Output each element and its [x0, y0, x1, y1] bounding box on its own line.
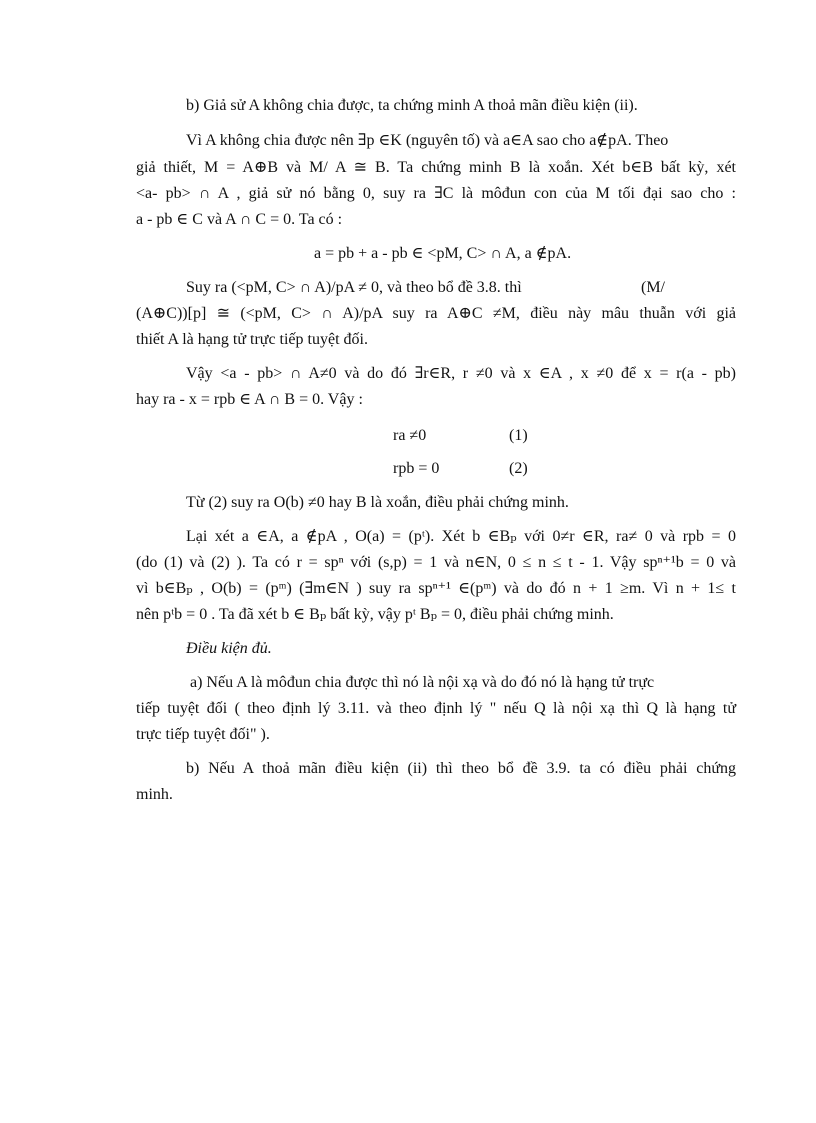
paragraph-line: Từ (2) suy ra O(b) ≠0 hay B là xoắn, điều phải chứng minh.	[186, 494, 569, 511]
paragraph-line: a) Nếu A là môđun chia được thì nó là nội xạ và do đó nó là hạng tử trực	[190, 674, 655, 691]
paragraph-line: Suy ra (<pM, C> ∩ A)/pA ≠ 0, và theo bổ đề 3.8. thì	[186, 279, 522, 296]
paragraph-line: b) Nếu A thoả mãn điều kiện (ii) thì theo bổ đề 3.9. ta có điều phải chứng	[186, 760, 736, 777]
equation-a: a = pb + a - pb ∈ <pM, C> ∩ A, a ∉pA.	[314, 245, 572, 262]
paragraph-fragment: (M/	[641, 279, 665, 296]
paragraph-line: Vì A không chia được nên ∃p ∈K (nguyên tố) và a∈A sao cho a∉pA. Theo	[186, 132, 669, 149]
paragraph-line: vì b∈Bₚ , O(b) = (pᵐ) (∃m∈N ) suy ra spⁿ⁺¹ ∈(pᵐ) và do đó n + 1 ≥m. Vì n + 1≤ t	[136, 580, 736, 597]
paragraph-line: nên pᵗb = 0 . Ta đã xét b ∈ Bₚ bất kỳ, vậy pᵗ Bₚ = 0, điều phải chứng minh.	[136, 606, 614, 623]
paragraph-line: tiếp tuyệt đối ( theo định lý 3.11. và theo định lý " nếu Q là nội xạ thì Q là hạng tử	[136, 700, 736, 717]
equation-2: rpb = 0	[393, 460, 440, 477]
paragraph-line: (do (1) và (2) ). Ta có r = spⁿ với (s,p) = 1 và n∈N, 0 ≤ n ≤ t - 1. Vậy spⁿ⁺¹b = 0 và	[136, 554, 736, 571]
equation-1: ra ≠0	[393, 427, 427, 444]
equation-1-number: (1)	[509, 427, 528, 444]
paragraph-line: <a- pb> ∩ A , giả sử nó bằng 0, suy ra ∃C là môđun con của M tối đại sao cho :	[136, 185, 736, 202]
section-heading: Điều kiện đủ.	[186, 640, 272, 657]
paragraph-line: Lại xét a ∈A, a ∉pA , O(a) = (pᵗ). Xét b ∈Bₚ với 0≠r ∈R, ra≠ 0 và rpb = 0	[186, 528, 736, 545]
paragraph-line: (A⊕C))[p] ≅ (<pM, C> ∩ A)/pA suy ra A⊕C ≠M, điều này mâu thuẫn với giả	[136, 305, 736, 322]
paragraph-line: minh.	[136, 786, 173, 803]
paragraph-line: thiết A là hạng tử trực tiếp tuyệt đối.	[136, 331, 368, 348]
paragraph-line: a - pb ∈ C và A ∩ C = 0. Ta có :	[136, 211, 343, 228]
paragraph-line: Vậy <a - pb> ∩ A≠0 và do đó ∃r∈R, r ≠0 và x ∈A , x ≠0 để x = r(a - pb)	[186, 365, 736, 382]
paragraph-b-hypothesis: b) Giả sử A không chia được, ta chứng minh A thoả mãn điều kiện (ii).	[186, 97, 638, 114]
equation-2-number: (2)	[509, 460, 528, 477]
paragraph-line: trực tiếp tuyệt đối" ).	[136, 726, 270, 743]
paragraph-line: giả thiết, M = A⊕B và M/ A ≅ B. Ta chứng minh B là xoắn. Xét b∈B bất kỳ, xét	[136, 159, 736, 176]
paragraph-line: hay ra - x = rpb ∈ A ∩ B = 0. Vậy :	[136, 391, 363, 408]
